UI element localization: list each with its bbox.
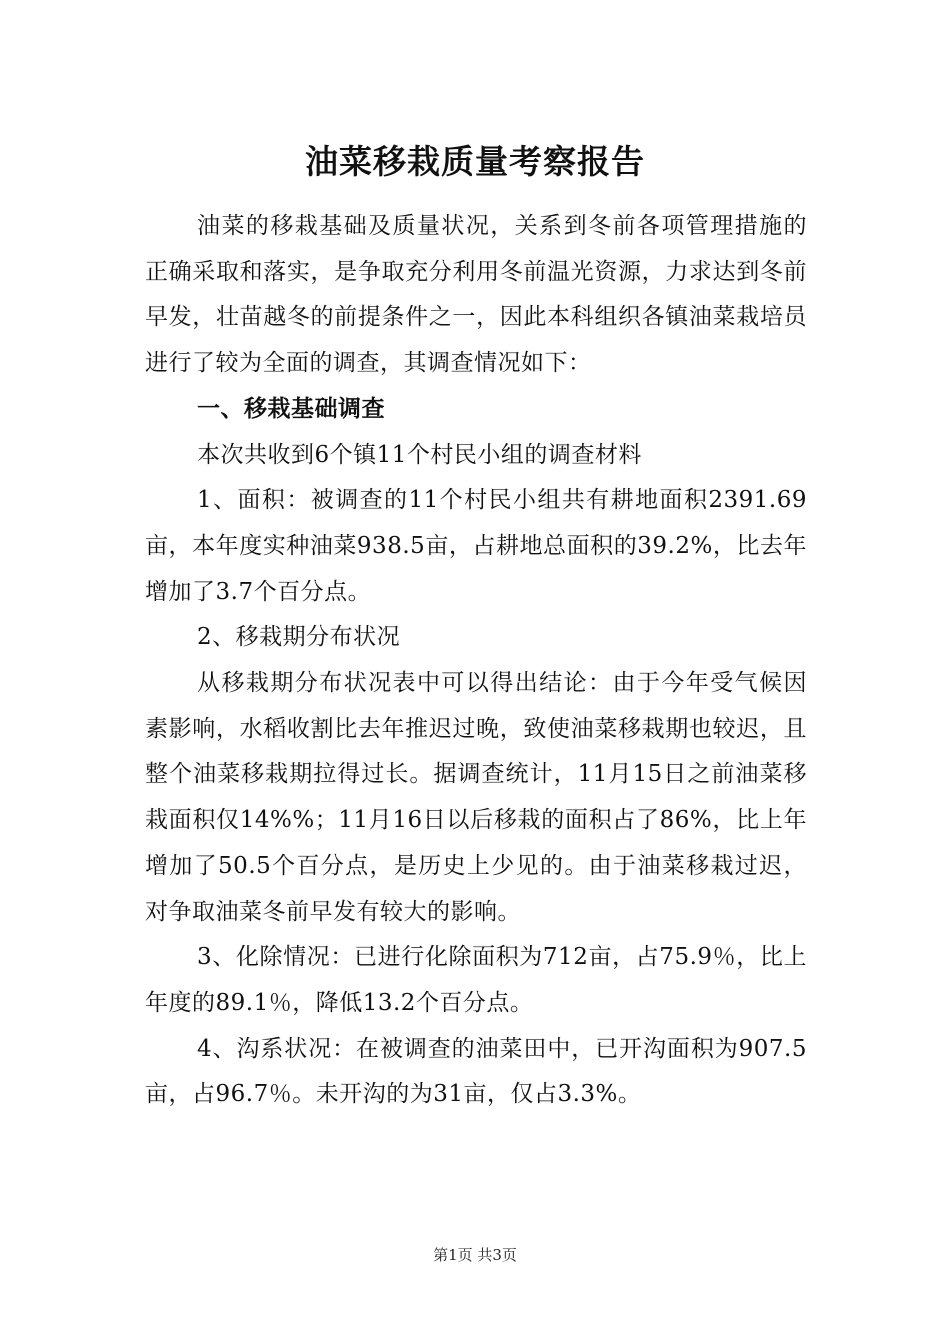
transplant-period-paragraph: 从移栽期分布状况表中可以得出结论：由于今年受气候因素影响，水稻收割比去年推迟过晚，致使油菜移栽期也较迟，且整个油菜移栽期拉得过长。据调查统计，11月15日之前油菜移栽面积仅14%%；11月16日以后移栽的面积占了86%，比上年增加了50.5个百分点，是历史上少见的。由于油菜移栽过迟，对争取油菜冬前早发有较大的影响。 xyxy=(145,670,807,925)
area-paragraph: 1、面积：被调查的11个村民小组共有耕地面积2391.69亩，本年度实种油菜938.5亩，占耕地总面积的39.2%，比去年增加了3.7个百分点。 xyxy=(145,487,807,605)
weeding-paragraph: 3、化除情况：已进行化除面积为712亩，占75.9％，比上年度的89.1％，降低13.2个百分点。 xyxy=(145,944,807,1016)
section-heading: 一、移栽基础调查 xyxy=(197,395,385,422)
transplant-period-heading: 2、移栽期分布状况 xyxy=(197,624,401,651)
ditch-paragraph: 4、沟系状况：在被调查的油菜田中，已开沟面积为907.5亩，占96.7％。未开沟的为31亩，仅占3.3%。 xyxy=(145,1035,807,1108)
document-body xyxy=(145,204,807,1118)
materials-paragraph: 本次共收到6个镇11个村民小组的调查材料 xyxy=(197,441,642,468)
document-title: 油菜移栽质量考察报告 xyxy=(305,142,645,181)
intro-paragraph: 油菜的移栽基础及质量状况，关系到冬前各项管理措施的正确采取和落实，是争取充分利用冬前温光资源，力求达到冬前早发，壮苗越冬的前提条件之一，因此本科组织各镇油菜栽培员进行了较为全面的调查，其调查情况如下： xyxy=(145,213,807,377)
page-footer: 第1页 共3页 xyxy=(433,1246,517,1264)
